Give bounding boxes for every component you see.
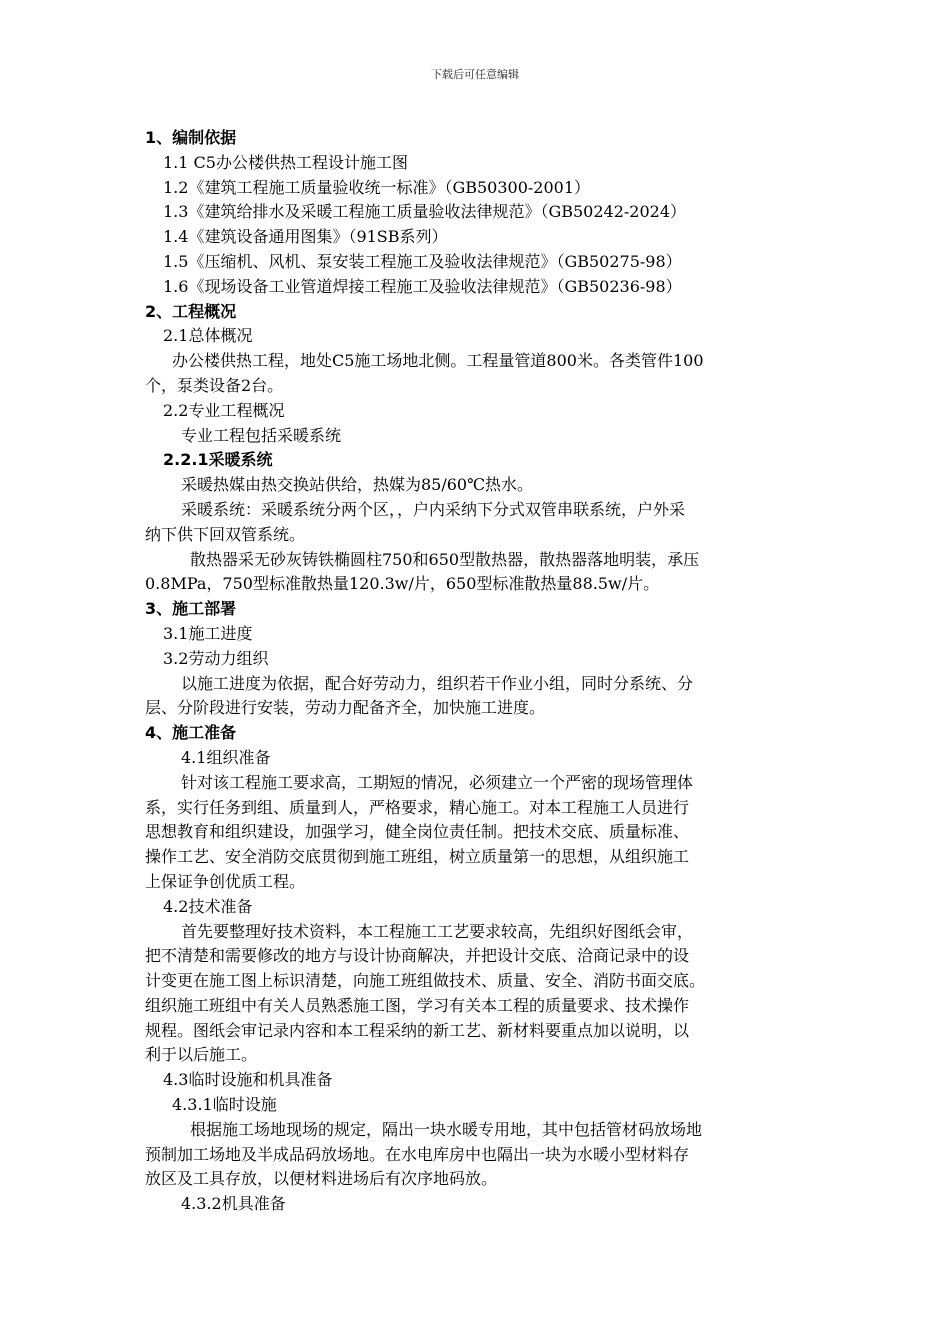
text-line: 纳下供下回双管系统。 <box>145 524 306 544</box>
text-line: 1.2《建筑工程施工质量验收统一标准》（GB50300-2001） <box>163 177 591 197</box>
text-line: 个，泵类设备2台。 <box>145 375 284 395</box>
text-line: 规程。图纸会审记录内容和本工程采纳的新工艺、新材料要重点加以说明，以 <box>145 1020 690 1040</box>
text-line: 办公楼供热工程，地处C5施工场地北侧。工程量管道800米。各类管件100 <box>172 351 704 371</box>
text-line: 1.3《建筑给排水及采暖工程施工质量验收法律规范》（GB50242-2024） <box>163 202 687 222</box>
section-heading: 2、工程概况 <box>145 301 237 321</box>
text-line: 系，实行任务到组、质量到人，严格要求，精心施工。对本工程施工人员进行 <box>145 797 690 817</box>
text-line: 思想教育和组织建设，加强学习，健全岗位责任制。把技术交底、质量标准、 <box>145 822 690 842</box>
text-line: 专业工程包括采暖系统 <box>181 425 342 445</box>
text-line: 把不清楚和需要修改的地方与设计协商解决，并把设计交底、洽商记录中的设 <box>145 946 690 966</box>
text-line: 1.6《现场设备工业管道焊接工程施工及验收法律规范》（GB50236-98） <box>163 276 682 296</box>
text-line: 放区及工具存放，以便材料进场后有次序地码放。 <box>145 1169 498 1189</box>
section-heading: 4、施工准备 <box>145 723 237 743</box>
text-line: 1.4《建筑设备通用图集》（91SB系列） <box>163 227 448 247</box>
page-header: 下载后可任意编辑 <box>431 68 519 81</box>
text-line: 采暖热媒由热交换站供给，热媒为85/60℃热水。 <box>181 475 534 495</box>
text-line: 计变更在施工图上标识清楚，向施工班组做技术、质量、安全、消防书面交底。 <box>145 971 706 991</box>
text-line: 上保证争创优质工程。 <box>145 871 306 891</box>
text-line: 首先要整理好技术资料，本工程施工工艺要求较高，先组织好图纸会审， <box>181 921 694 941</box>
text-line: 4.2技术准备 <box>163 896 253 916</box>
text-line: 4.3.2机具准备 <box>181 1194 286 1214</box>
text-line: 以施工进度为依据，配合好劳动力，组织若干作业小组，同时分系统、分 <box>181 673 694 693</box>
text-line: 2.1总体概况 <box>163 326 253 346</box>
text-line: 根据施工场地现场的规定，隔出一块水暖专用地，其中包括管材码放场地 <box>190 1119 703 1139</box>
text-line: 1.5《压缩机、风机、泵安装工程施工及验收法律规范》（GB50275-98） <box>163 251 682 271</box>
text-line: 4.1组织准备 <box>181 747 271 767</box>
text-line: 4.3临时设施和机具准备 <box>163 1070 333 1090</box>
document-body <box>145 126 810 1217</box>
text-line: 3.2劳动力组织 <box>163 648 269 668</box>
text-line: 散热器采无砂灰铸铁椭圆柱750和650型散热器，散热器落地明装，承压 <box>190 549 700 569</box>
section-heading: 3、施工部署 <box>145 599 237 619</box>
text-line: 层、分阶段进行安装，劳动力配备齐全，加快施工进度。 <box>145 698 546 718</box>
section-heading: 1、编制依据 <box>145 128 237 147</box>
text-line: 操作工艺、安全消防交底贯彻到施工班组，树立质量第一的思想，从组织施工 <box>145 847 690 867</box>
text-line: 预制加工场地及半成品码放场地。在水电库房中也隔出一块为水暖小型材料存 <box>145 1144 690 1164</box>
text-line: 1.1 C5办公楼供热工程设计施工图 <box>163 152 408 172</box>
text-line: 4.3.1临时设施 <box>172 1095 277 1115</box>
text-line: 组织施工班组中有关人员熟悉施工图，学习有关本工程的质量要求、技术操作 <box>145 995 690 1015</box>
text-line: 2.2专业工程概况 <box>163 400 285 420</box>
text-line: 3.1施工进度 <box>163 623 253 643</box>
text-line: 0.8MPa，750型标准散热量120.3w/片，650型标准散热量88.5w/片。 <box>145 574 660 594</box>
text-line: 针对该工程施工要求高，工期短的情况，必须建立一个严密的现场管理体 <box>181 772 694 792</box>
text-line: 利于以后施工。 <box>145 1045 258 1065</box>
section-heading: 2.2.1采暖系统 <box>163 450 273 470</box>
text-line: 采暖系统：采暖系统分两个区，，户内采纳下分式双管串联系统，户外采 <box>181 499 686 519</box>
